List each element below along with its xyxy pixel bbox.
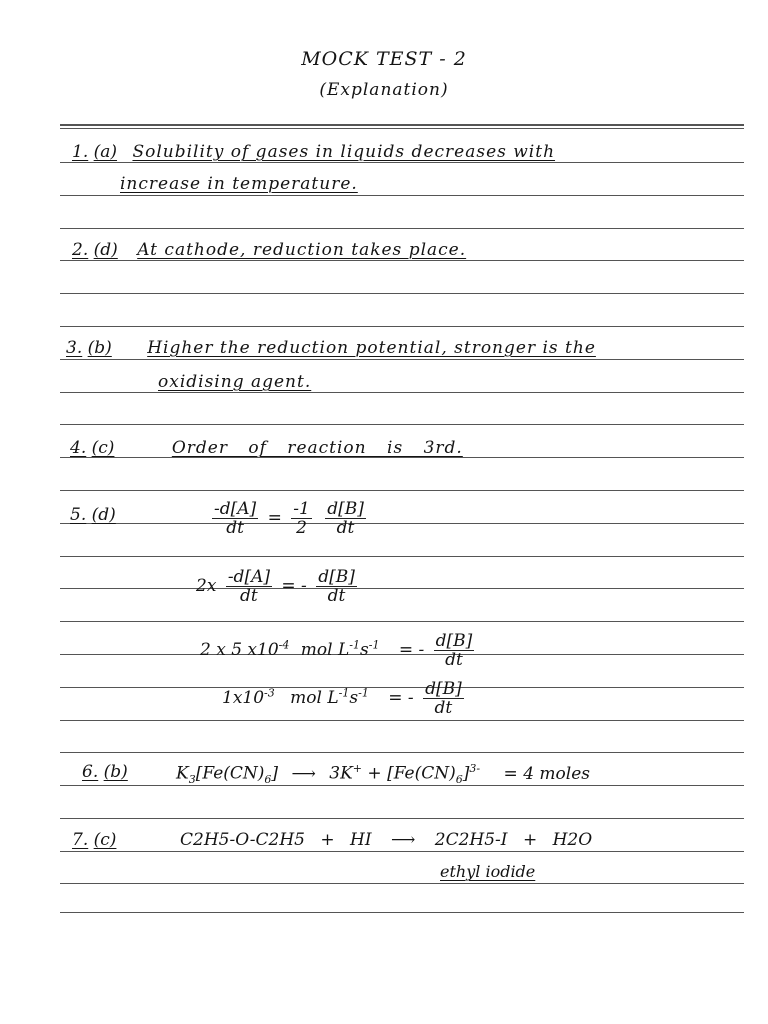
answer-6 (82, 762, 128, 782)
subscript: 3 (188, 773, 196, 787)
answer-1-continued (120, 174, 358, 194)
answer-3 (66, 338, 596, 358)
potassium: K (176, 763, 189, 784)
answer-number: 3. (66, 338, 83, 358)
fraction (423, 680, 464, 717)
unit: mol L (300, 640, 350, 660)
numerator: -d[A] (227, 567, 270, 587)
plus-sign: + (320, 830, 335, 850)
exponent: -1 (358, 686, 369, 700)
denominator: dt (327, 586, 346, 606)
plus-sign: + (522, 830, 538, 850)
rule (60, 260, 744, 261)
prefix: 2 x 5 x10 (200, 640, 279, 660)
rule (60, 883, 744, 884)
fraction (291, 500, 312, 537)
numerator: d[B] (318, 567, 355, 587)
rule (60, 752, 744, 753)
page-subtitle: (Explanation) (319, 80, 449, 100)
answer-text: Order of reaction is 3rd. (171, 438, 463, 458)
exponent: -1 (338, 686, 350, 700)
answer-option: (d) (91, 505, 116, 525)
answer-text-continued: oxidising agent. (158, 372, 312, 392)
answer-7 (72, 830, 116, 850)
numerator: d[B] (435, 631, 473, 651)
denominator: dt (434, 698, 453, 718)
ethyl-iodide-label: ethyl iodide (440, 862, 536, 881)
denominator: dt (445, 650, 463, 670)
header-rule (60, 128, 744, 129)
answer-3-continued (158, 372, 311, 392)
rule (60, 359, 744, 360)
rule (60, 912, 744, 913)
ether-reaction (180, 830, 592, 850)
rule (60, 424, 744, 425)
rule (60, 162, 744, 163)
charge: 3- (469, 762, 481, 775)
subscript: 6 (455, 773, 463, 787)
answer-number: 6. (82, 762, 99, 782)
exponent: -3 (264, 686, 275, 700)
rate-equation-4 (222, 680, 468, 717)
charge: + (352, 762, 362, 775)
bracket: ] (462, 763, 470, 784)
complex-ion: [Fe(CN) (387, 763, 456, 784)
rule (60, 523, 744, 524)
denominator: 2 (296, 518, 307, 538)
rate-equation-2 (196, 568, 361, 605)
numerator: -d[A] (214, 499, 257, 519)
equals-sign: = - (281, 576, 307, 596)
answer-number: 7. (72, 830, 89, 850)
rule (60, 392, 744, 393)
equals-sign: = - (398, 640, 425, 660)
rule (60, 228, 744, 229)
unit-s: s (349, 688, 359, 708)
answer-number: 4. (70, 438, 87, 458)
equals-sign: = - (388, 688, 414, 708)
answer-number: 5. (70, 505, 87, 525)
fraction (212, 500, 258, 537)
fraction (325, 500, 366, 537)
numerator: -1 (293, 499, 310, 519)
answer-option: (d) (93, 240, 118, 260)
rule (60, 326, 744, 327)
answer-option: (c) (91, 438, 115, 458)
plus-sign: + (367, 763, 382, 784)
fraction (226, 568, 272, 605)
reaction-arrow: ⟶ (291, 763, 316, 784)
answer-text: At cathode, reduction takes place. (137, 240, 467, 260)
bracket: ] (271, 763, 279, 784)
rule (60, 851, 744, 852)
rate-equation-1 (208, 500, 370, 537)
rule (60, 818, 744, 819)
answer-text-continued: increase in temperature. (120, 174, 358, 194)
header-double-rule (60, 124, 744, 126)
hydrogen-iodide: HI (350, 830, 372, 850)
rule (60, 293, 744, 294)
reaction-arrow: ⟶ (391, 830, 416, 850)
denominator: dt (336, 518, 355, 538)
answer-5 (70, 505, 116, 525)
diethyl-ether: C2H5-O-C2H5 (180, 830, 305, 850)
subscript: 6 (264, 773, 272, 787)
numerator: d[B] (327, 499, 364, 519)
exponent: -1 (349, 638, 360, 652)
rule (60, 621, 744, 622)
prefix: 2x (196, 576, 217, 596)
water: H2O (552, 830, 593, 850)
denominator: dt (240, 586, 258, 606)
answer-text: Solubility of gases in liquids decreases with (132, 142, 556, 162)
rate-equation-3 (200, 632, 478, 669)
exponent: -1 (368, 638, 380, 652)
equals-sign: = (267, 508, 282, 528)
exponent: -4 (278, 638, 290, 652)
rule (60, 490, 744, 491)
product-label (440, 862, 535, 881)
rule (60, 720, 744, 721)
moles-result: = 4 moles (503, 763, 590, 784)
page-title: MOCK TEST - 2 (301, 48, 467, 70)
rule (60, 588, 744, 589)
potassium-ions: 3K (329, 763, 353, 784)
rule (60, 556, 744, 557)
answer-4 (70, 438, 463, 458)
answer-option: (a) (93, 142, 118, 162)
answer-text: Higher the reduction potential, stronger is the (147, 338, 596, 358)
unit-s: s (360, 640, 369, 660)
answer-2 (72, 240, 466, 260)
ferrocyanide: [Fe(CN) (195, 763, 265, 784)
unit: mol L (290, 688, 339, 708)
ethyl-iodide-formula: 2C2H5-I (434, 830, 508, 850)
rule (60, 195, 744, 196)
denominator: dt (226, 518, 244, 538)
dissociation-equation (176, 762, 590, 786)
answer-number: 1. (72, 142, 89, 162)
answer-1 (72, 142, 555, 162)
fraction (316, 568, 357, 605)
prefix: 1x10 (222, 688, 265, 708)
answer-option: (b) (87, 338, 112, 358)
fraction (434, 632, 475, 669)
answer-option: (c) (93, 830, 117, 850)
answer-number: 2. (72, 240, 89, 260)
numerator: d[B] (425, 679, 462, 699)
answer-option: (b) (103, 762, 128, 782)
